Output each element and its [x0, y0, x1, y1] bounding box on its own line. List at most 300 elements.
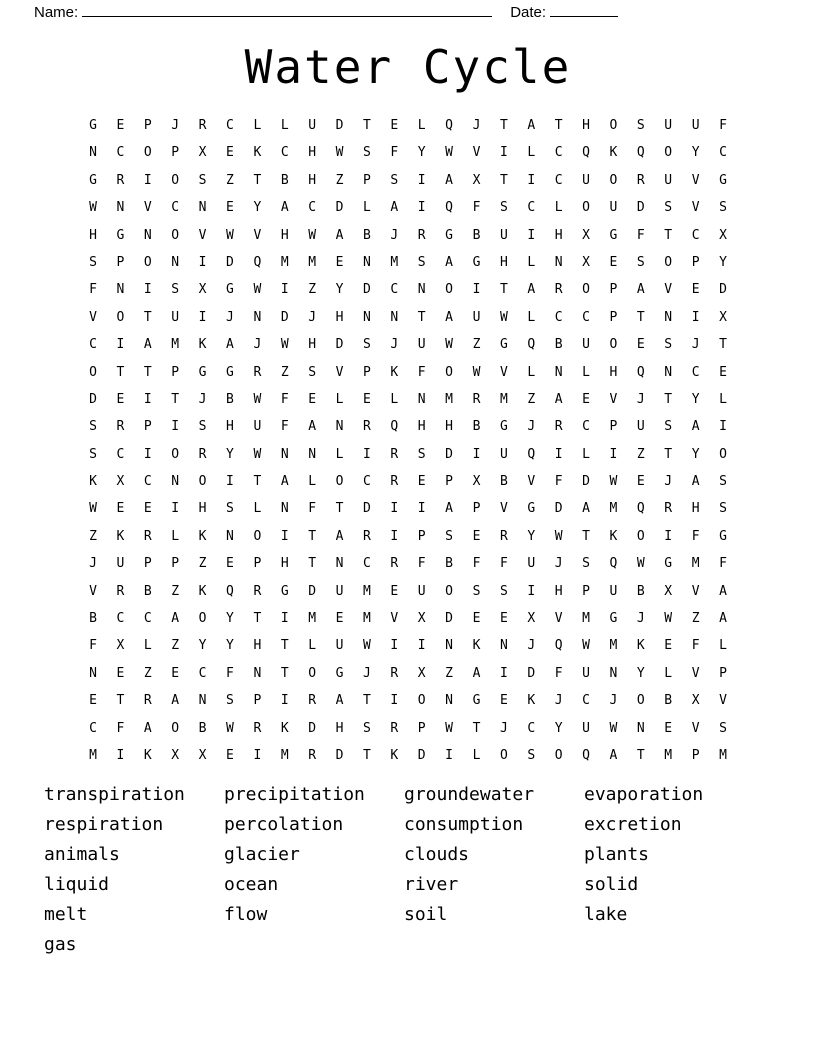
grid-cell[interactable]: N: [116, 200, 125, 216]
grid-cell[interactable]: K: [198, 583, 207, 599]
grid-cell[interactable]: R: [116, 172, 125, 188]
grid-cell[interactable]: R: [390, 665, 399, 681]
grid-cell[interactable]: J: [664, 474, 673, 490]
grid-cell[interactable]: O: [499, 747, 508, 763]
grid-cell[interactable]: X: [527, 611, 536, 627]
grid-cell[interactable]: C: [554, 309, 563, 325]
grid-cell[interactable]: J: [554, 693, 563, 709]
grid-cell[interactable]: C: [554, 172, 563, 188]
grid-cell[interactable]: M: [363, 583, 371, 599]
word-list-item[interactable]: solid: [584, 874, 639, 895]
grid-cell[interactable]: N: [198, 200, 207, 216]
word-list-item[interactable]: transpiration: [44, 784, 185, 805]
grid-cell[interactable]: M: [308, 254, 317, 270]
grid-cell[interactable]: K: [143, 747, 152, 763]
grid-cell[interactable]: C: [116, 611, 125, 627]
grid-cell[interactable]: I: [390, 693, 399, 709]
grid-cell[interactable]: H: [308, 172, 317, 188]
grid-cell[interactable]: O: [636, 693, 645, 709]
grid-cell[interactable]: R: [253, 720, 262, 736]
grid-cell[interactable]: K: [198, 528, 207, 544]
grid-cell[interactable]: I: [143, 282, 152, 298]
grid-cell[interactable]: N: [253, 309, 262, 325]
grid-cell[interactable]: S: [198, 419, 207, 435]
grid-cell[interactable]: R: [390, 446, 399, 462]
grid-cell[interactable]: O: [609, 172, 618, 188]
grid-cell[interactable]: N: [445, 638, 453, 654]
grid-cell[interactable]: D: [445, 446, 453, 462]
grid-cell[interactable]: N: [417, 391, 426, 407]
grid-cell[interactable]: J: [527, 419, 536, 435]
grid-cell[interactable]: A: [280, 200, 289, 216]
grid-cell[interactable]: I: [472, 282, 481, 298]
grid-cell[interactable]: S: [363, 337, 371, 353]
grid-cell[interactable]: S: [636, 254, 645, 270]
grid-cell[interactable]: N: [89, 145, 97, 161]
grid-cell[interactable]: Z: [143, 665, 152, 681]
word-list-item[interactable]: liquid: [44, 874, 110, 895]
grid-cell[interactable]: O: [116, 309, 125, 325]
grid-cell[interactable]: V: [691, 720, 700, 736]
grid-cell[interactable]: E: [636, 474, 645, 490]
grid-cell[interactable]: Q: [445, 118, 453, 133]
grid-cell[interactable]: V: [89, 583, 97, 599]
grid-cell[interactable]: N: [171, 474, 180, 490]
grid-cell[interactable]: S: [719, 720, 727, 736]
grid-cell[interactable]: N: [390, 309, 399, 325]
grid-cell[interactable]: T: [554, 118, 563, 133]
grid-cell[interactable]: W: [253, 282, 262, 298]
grid-cell[interactable]: F: [719, 556, 727, 572]
grid-cell[interactable]: I: [116, 747, 125, 763]
grid-cell[interactable]: D: [335, 118, 344, 133]
grid-cell[interactable]: S: [89, 254, 97, 270]
grid-cell[interactable]: P: [719, 665, 727, 681]
grid-cell[interactable]: V: [499, 364, 508, 380]
grid-cell[interactable]: B: [363, 227, 371, 243]
grid-cell[interactable]: Z: [89, 528, 97, 544]
grid-cell[interactable]: T: [253, 611, 262, 627]
grid-cell[interactable]: E: [308, 391, 317, 407]
grid-cell[interactable]: U: [582, 337, 590, 353]
grid-cell[interactable]: E: [363, 391, 371, 407]
grid-cell[interactable]: Y: [554, 720, 563, 736]
grid-cell[interactable]: E: [116, 391, 125, 407]
grid-cell[interactable]: A: [171, 693, 180, 709]
grid-cell[interactable]: X: [472, 172, 481, 188]
word-list-item[interactable]: precipitation: [224, 784, 365, 805]
grid-cell[interactable]: A: [445, 254, 453, 270]
grid-cell[interactable]: M: [280, 254, 289, 270]
grid-cell[interactable]: W: [253, 446, 262, 462]
grid-cell[interactable]: T: [719, 337, 727, 353]
grid-cell[interactable]: A: [226, 337, 234, 353]
grid-cell[interactable]: M: [363, 611, 371, 627]
grid-cell[interactable]: P: [171, 145, 180, 161]
grid-cell[interactable]: X: [417, 611, 426, 627]
grid-cell[interactable]: I: [417, 172, 426, 188]
grid-cell[interactable]: D: [89, 391, 97, 407]
grid-cell[interactable]: Q: [609, 556, 618, 572]
grid-cell[interactable]: E: [116, 665, 125, 681]
grid-cell[interactable]: R: [198, 446, 207, 462]
grid-cell[interactable]: S: [664, 337, 673, 353]
grid-cell[interactable]: U: [335, 638, 344, 654]
grid-cell[interactable]: S: [89, 419, 97, 435]
grid-cell[interactable]: N: [609, 665, 618, 681]
grid-cell[interactable]: C: [691, 227, 700, 243]
grid-cell[interactable]: F: [472, 200, 481, 216]
grid-cell[interactable]: U: [609, 583, 618, 599]
grid-cell[interactable]: U: [527, 556, 536, 572]
grid-cell[interactable]: D: [417, 747, 426, 763]
grid-cell[interactable]: N: [335, 419, 344, 435]
grid-cell[interactable]: B: [499, 474, 508, 490]
grid-cell[interactable]: S: [664, 200, 673, 216]
grid-cell[interactable]: Y: [691, 446, 700, 462]
grid-cell[interactable]: H: [691, 501, 700, 517]
grid-cell[interactable]: K: [636, 638, 645, 654]
grid-cell[interactable]: P: [417, 528, 426, 544]
grid-cell[interactable]: R: [554, 282, 563, 298]
grid-cell[interactable]: C: [527, 720, 536, 736]
grid-cell[interactable]: M: [664, 747, 673, 763]
grid-cell[interactable]: B: [445, 556, 453, 572]
grid-cell[interactable]: X: [116, 638, 125, 654]
grid-cell[interactable]: B: [226, 391, 234, 407]
grid-cell[interactable]: A: [445, 309, 453, 325]
grid-cell[interactable]: F: [226, 665, 234, 681]
grid-cell[interactable]: N: [664, 309, 673, 325]
grid-cell[interactable]: O: [664, 145, 673, 161]
grid-cell[interactable]: H: [89, 227, 97, 243]
grid-cell[interactable]: L: [664, 665, 673, 681]
grid-cell[interactable]: X: [417, 665, 426, 681]
grid-cell[interactable]: G: [527, 501, 536, 517]
grid-cell[interactable]: N: [143, 227, 152, 243]
grid-cell[interactable]: N: [554, 254, 563, 270]
grid-cell[interactable]: V: [527, 474, 536, 490]
grid-cell[interactable]: A: [308, 419, 317, 435]
grid-cell[interactable]: K: [527, 693, 536, 709]
grid-cell[interactable]: C: [89, 337, 97, 353]
grid-cell[interactable]: K: [280, 720, 289, 736]
grid-cell[interactable]: E: [390, 118, 399, 133]
grid-cell[interactable]: S: [198, 172, 207, 188]
grid-cell[interactable]: G: [280, 583, 289, 599]
grid-cell[interactable]: T: [664, 227, 673, 243]
grid-cell[interactable]: I: [198, 254, 207, 270]
word-list-item[interactable]: gas: [44, 934, 77, 955]
grid-cell[interactable]: P: [253, 556, 262, 572]
grid-cell[interactable]: W: [445, 720, 453, 736]
grid-cell[interactable]: T: [472, 720, 481, 736]
grid-cell[interactable]: E: [89, 693, 97, 709]
grid-cell[interactable]: C: [116, 145, 125, 161]
grid-cell[interactable]: D: [226, 254, 234, 270]
grid-cell[interactable]: P: [445, 474, 453, 490]
grid-cell[interactable]: W: [445, 145, 453, 161]
grid-cell[interactable]: D: [636, 200, 645, 216]
grid-cell[interactable]: Y: [527, 528, 536, 544]
grid-cell[interactable]: Q: [390, 419, 399, 435]
grid-cell[interactable]: Q: [445, 200, 453, 216]
grid-cell[interactable]: D: [335, 747, 344, 763]
grid-cell[interactable]: P: [143, 118, 152, 133]
grid-cell[interactable]: T: [664, 446, 673, 462]
grid-cell[interactable]: W: [609, 720, 618, 736]
grid-cell[interactable]: Q: [527, 337, 536, 353]
grid-cell[interactable]: G: [499, 337, 508, 353]
grid-cell[interactable]: L: [308, 474, 317, 490]
grid-cell[interactable]: X: [691, 693, 700, 709]
grid-cell[interactable]: A: [390, 200, 399, 216]
grid-cell[interactable]: K: [472, 638, 481, 654]
grid-cell[interactable]: Q: [636, 364, 645, 380]
grid-cell[interactable]: U: [609, 200, 618, 216]
grid-cell[interactable]: U: [636, 419, 645, 435]
grid-cell[interactable]: L: [719, 638, 727, 654]
grid-cell[interactable]: O: [719, 446, 727, 462]
grid-cell[interactable]: H: [253, 638, 262, 654]
grid-cell[interactable]: I: [417, 501, 426, 517]
grid-cell[interactable]: I: [143, 446, 152, 462]
grid-cell[interactable]: K: [116, 528, 125, 544]
grid-cell[interactable]: E: [499, 611, 508, 627]
grid-cell[interactable]: W: [636, 556, 645, 572]
grid-cell[interactable]: J: [472, 118, 481, 133]
grid-cell[interactable]: Y: [198, 638, 207, 654]
grid-cell[interactable]: O: [445, 583, 453, 599]
grid-cell[interactable]: A: [143, 337, 152, 353]
grid-cell[interactable]: V: [253, 227, 262, 243]
grid-cell[interactable]: F: [554, 474, 563, 490]
grid-cell[interactable]: Z: [280, 364, 289, 380]
grid-cell[interactable]: W: [472, 364, 481, 380]
grid-cell[interactable]: I: [417, 638, 426, 654]
grid-cell[interactable]: R: [664, 501, 673, 517]
grid-cell[interactable]: A: [691, 474, 700, 490]
grid-cell[interactable]: S: [527, 747, 536, 763]
word-list-item[interactable]: river: [404, 874, 459, 895]
grid-cell[interactable]: X: [171, 747, 180, 763]
grid-cell[interactable]: E: [171, 665, 180, 681]
grid-cell[interactable]: A: [582, 501, 590, 517]
grid-cell[interactable]: P: [143, 419, 152, 435]
grid-cell[interactable]: U: [664, 118, 673, 133]
grid-cell[interactable]: K: [253, 145, 262, 161]
grid-cell[interactable]: N: [417, 282, 426, 298]
grid-cell[interactable]: R: [143, 528, 152, 544]
grid-cell[interactable]: C: [719, 145, 727, 161]
grid-cell[interactable]: M: [308, 611, 317, 627]
grid-cell[interactable]: T: [363, 693, 371, 709]
grid-cell[interactable]: M: [171, 337, 180, 353]
grid-cell[interactable]: C: [582, 309, 590, 325]
grid-cell[interactable]: R: [363, 528, 371, 544]
grid-cell[interactable]: Y: [417, 145, 426, 161]
grid-cell[interactable]: H: [499, 254, 508, 270]
grid-cell[interactable]: O: [171, 720, 180, 736]
grid-cell[interactable]: L: [253, 118, 262, 133]
word-list-item[interactable]: lake: [584, 904, 628, 925]
grid-cell[interactable]: A: [609, 747, 618, 763]
grid-cell[interactable]: U: [253, 419, 262, 435]
grid-cell[interactable]: T: [116, 364, 125, 380]
grid-cell[interactable]: F: [691, 528, 700, 544]
grid-cell[interactable]: Q: [582, 145, 590, 161]
grid-cell[interactable]: U: [417, 337, 426, 353]
grid-cell[interactable]: J: [609, 693, 618, 709]
grid-cell[interactable]: T: [171, 391, 180, 407]
grid-cell[interactable]: L: [363, 200, 371, 216]
grid-cell[interactable]: O: [582, 200, 590, 216]
grid-cell[interactable]: Q: [253, 254, 262, 270]
grid-cell[interactable]: D: [308, 583, 317, 599]
grid-cell[interactable]: T: [280, 638, 289, 654]
grid-cell[interactable]: J: [89, 556, 97, 572]
grid-cell[interactable]: V: [691, 200, 700, 216]
grid-cell[interactable]: I: [198, 309, 207, 325]
grid-cell[interactable]: U: [582, 720, 590, 736]
grid-cell[interactable]: L: [308, 638, 317, 654]
grid-cell[interactable]: R: [253, 364, 262, 380]
grid-cell[interactable]: W: [445, 337, 453, 353]
grid-cell[interactable]: F: [719, 118, 727, 133]
grid-cell[interactable]: P: [363, 364, 371, 380]
grid-cell[interactable]: Y: [719, 254, 727, 270]
word-list-item[interactable]: excretion: [584, 814, 682, 835]
grid-cell[interactable]: N: [335, 556, 344, 572]
word-list-item[interactable]: plants: [584, 844, 650, 865]
grid-cell[interactable]: N: [636, 720, 645, 736]
grid-cell[interactable]: O: [636, 528, 645, 544]
grid-cell[interactable]: G: [116, 227, 125, 243]
grid-cell[interactable]: I: [390, 528, 399, 544]
grid-cell[interactable]: Y: [226, 446, 234, 462]
grid-cell[interactable]: R: [308, 747, 317, 763]
grid-cell[interactable]: H: [582, 118, 590, 133]
grid-cell[interactable]: N: [226, 528, 234, 544]
grid-cell[interactable]: P: [609, 419, 618, 435]
grid-cell[interactable]: K: [609, 528, 618, 544]
word-list-item[interactable]: clouds: [404, 844, 470, 865]
grid-cell[interactable]: I: [472, 446, 481, 462]
grid-cell[interactable]: R: [390, 556, 399, 572]
grid-cell[interactable]: I: [664, 528, 673, 544]
grid-cell[interactable]: W: [226, 720, 234, 736]
grid-cell[interactable]: D: [554, 501, 563, 517]
grid-cell[interactable]: Q: [636, 145, 645, 161]
grid-cell[interactable]: G: [609, 611, 618, 627]
grid-cell[interactable]: J: [636, 611, 645, 627]
grid-cell[interactable]: J: [691, 337, 700, 353]
grid-cell[interactable]: M: [499, 391, 508, 407]
grid-cell[interactable]: C: [143, 611, 152, 627]
grid-cell[interactable]: H: [335, 720, 344, 736]
grid-cell[interactable]: I: [116, 337, 125, 353]
grid-cell[interactable]: S: [499, 583, 508, 599]
grid-cell[interactable]: N: [280, 446, 289, 462]
grid-cell[interactable]: L: [527, 254, 536, 270]
grid-cell[interactable]: O: [171, 227, 180, 243]
grid-cell[interactable]: H: [308, 337, 317, 353]
grid-cell[interactable]: N: [445, 693, 453, 709]
grid-cell[interactable]: C: [527, 200, 536, 216]
grid-cell[interactable]: H: [280, 556, 289, 572]
grid-cell[interactable]: V: [664, 282, 673, 298]
grid-cell[interactable]: V: [499, 501, 508, 517]
grid-cell[interactable]: F: [499, 556, 508, 572]
grid-cell[interactable]: Z: [691, 611, 700, 627]
word-list-item[interactable]: animals: [44, 844, 120, 865]
grid-cell[interactable]: E: [226, 145, 234, 161]
grid-cell[interactable]: I: [363, 446, 371, 462]
grid-cell[interactable]: A: [691, 419, 700, 435]
grid-cell[interactable]: A: [280, 474, 289, 490]
grid-cell[interactable]: O: [609, 337, 618, 353]
grid-cell[interactable]: C: [116, 446, 125, 462]
grid-cell[interactable]: G: [198, 364, 207, 380]
grid-cell[interactable]: I: [609, 446, 618, 462]
grid-cell[interactable]: T: [253, 172, 262, 188]
grid-cell[interactable]: S: [390, 172, 399, 188]
grid-cell[interactable]: M: [582, 611, 590, 627]
grid-cell[interactable]: U: [116, 556, 125, 572]
grid-cell[interactable]: I: [143, 391, 152, 407]
grid-cell[interactable]: Z: [335, 172, 344, 188]
grid-cell[interactable]: K: [89, 474, 97, 490]
grid-cell[interactable]: U: [472, 309, 481, 325]
grid-cell[interactable]: X: [198, 747, 207, 763]
grid-cell[interactable]: S: [308, 364, 317, 380]
word-list-item[interactable]: consumption: [404, 814, 524, 835]
grid-cell[interactable]: P: [116, 254, 125, 270]
grid-cell[interactable]: D: [335, 337, 344, 353]
grid-cell[interactable]: A: [335, 528, 344, 544]
grid-cell[interactable]: C: [390, 282, 399, 298]
grid-cell[interactable]: X: [719, 227, 727, 243]
grid-cell[interactable]: F: [116, 720, 125, 736]
grid-cell[interactable]: I: [527, 227, 536, 243]
grid-cell[interactable]: K: [609, 145, 618, 161]
grid-cell[interactable]: I: [390, 501, 399, 517]
grid-cell[interactable]: W: [582, 638, 590, 654]
grid-cell[interactable]: R: [143, 693, 152, 709]
grid-cell[interactable]: J: [198, 391, 207, 407]
grid-cell[interactable]: X: [582, 227, 590, 243]
grid-cell[interactable]: U: [664, 172, 673, 188]
grid-cell[interactable]: V: [691, 665, 700, 681]
grid-cell[interactable]: C: [363, 556, 371, 572]
grid-cell[interactable]: T: [363, 747, 371, 763]
grid-cell[interactable]: Z: [527, 391, 536, 407]
grid-cell[interactable]: G: [89, 118, 97, 133]
grid-cell[interactable]: O: [253, 528, 262, 544]
grid-cell[interactable]: E: [116, 501, 125, 517]
grid-cell[interactable]: P: [691, 254, 700, 270]
grid-cell[interactable]: E: [226, 747, 234, 763]
grid-cell[interactable]: F: [280, 391, 289, 407]
grid-cell[interactable]: D: [363, 282, 371, 298]
grid-cell[interactable]: M: [609, 638, 618, 654]
grid-cell[interactable]: R: [116, 583, 125, 599]
grid-cell[interactable]: O: [171, 172, 180, 188]
grid-cell[interactable]: P: [582, 583, 590, 599]
grid-cell[interactable]: I: [280, 693, 289, 709]
grid-cell[interactable]: E: [143, 501, 152, 517]
grid-cell[interactable]: B: [198, 720, 207, 736]
